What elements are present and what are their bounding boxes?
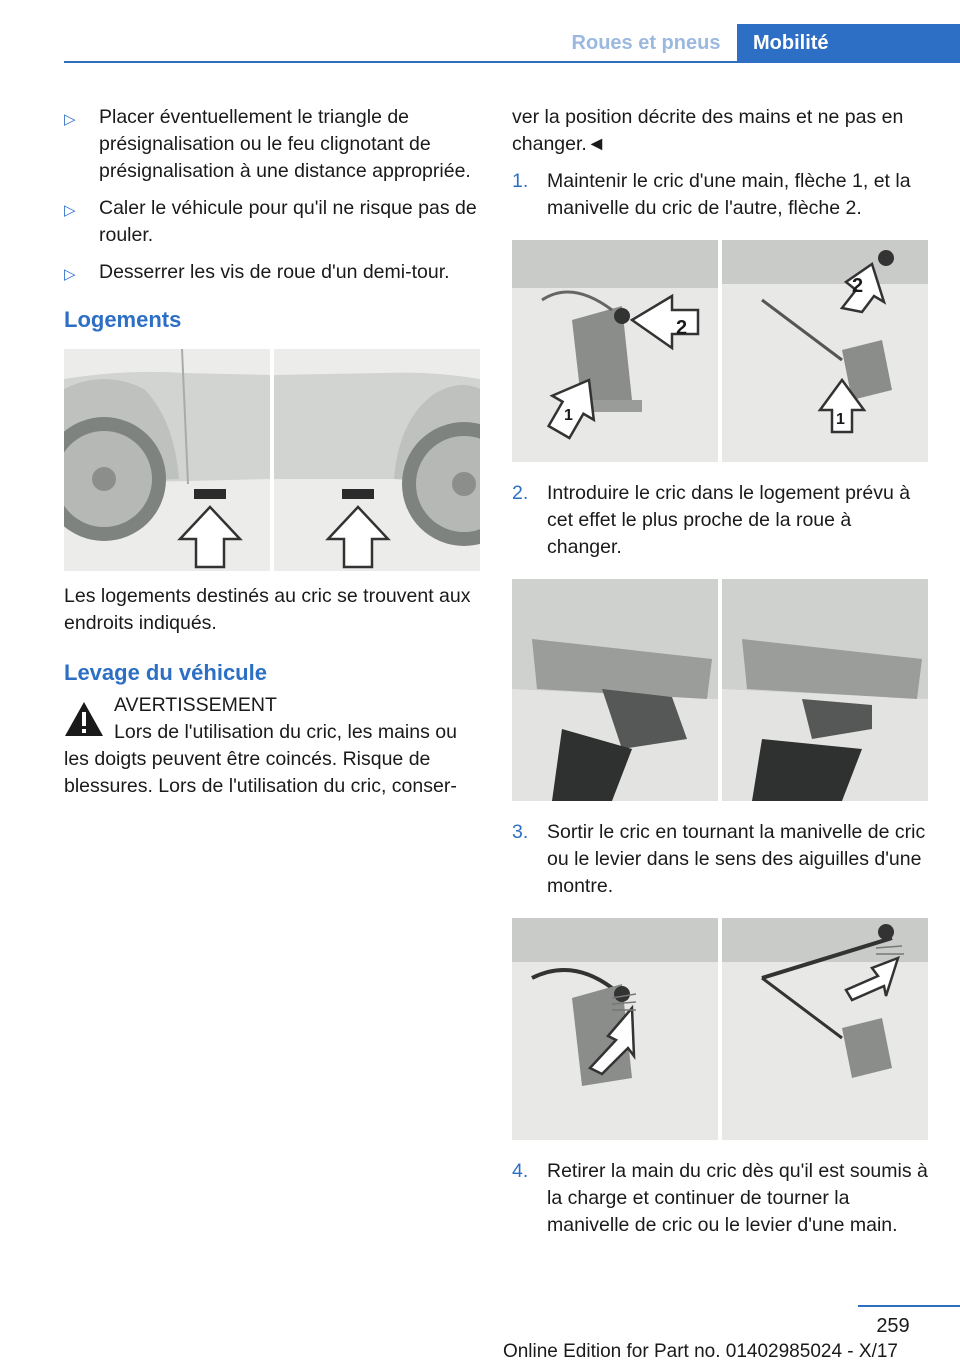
triangle-bullet-icon: ▷ bbox=[64, 266, 76, 283]
step-number: 2. bbox=[512, 482, 529, 504]
bullet-text: Caler le véhicule pour qu'il ne risque pas de rouler. bbox=[99, 197, 477, 246]
warning-block bbox=[64, 692, 482, 800]
warning-triangle-icon bbox=[64, 700, 104, 738]
section-title-logements: Logements bbox=[64, 307, 182, 332]
step-item bbox=[512, 480, 930, 561]
right-column bbox=[512, 104, 930, 1249]
jack-crank-figure bbox=[512, 918, 928, 1140]
step-number: 4. bbox=[512, 1160, 529, 1182]
bullet-text: Desserrer les vis de roue d'un demi-tour. bbox=[99, 261, 450, 283]
warning-continuation: ver la position décrite des mains et ne pas en changer.◄ bbox=[512, 106, 904, 155]
step-text: Maintenir le cric d'une main, flèche 1, et la manivelle du cric de l'autre, flèche 2. bbox=[547, 170, 911, 219]
triangle-bullet-icon: ▷ bbox=[64, 202, 76, 219]
step-number: 3. bbox=[512, 821, 529, 843]
step-item bbox=[512, 1158, 930, 1239]
header-rule bbox=[64, 61, 960, 63]
edition-line: Online Edition for Part no. 01402985024 - X/17 bbox=[502, 1341, 898, 1362]
step-text: Introduire le cric dans le logement prévu à cet effet le plus proche de la roue à changer. bbox=[547, 482, 911, 558]
jack-insert-figure bbox=[512, 579, 928, 801]
jack-point-front-image bbox=[64, 349, 270, 571]
warning-text: Lors de l'utilisation du cric, les mains ou les doigts peuvent être coincés. Risque de blessures. Lors de l'utilisation du cric, conser- bbox=[64, 721, 457, 797]
warning-title: AVERTISSEMENT bbox=[114, 694, 277, 716]
jack-crank-right-image bbox=[722, 918, 928, 1140]
jack-hold-right-image bbox=[722, 240, 928, 462]
section-title-levage: Levage du véhicule bbox=[64, 660, 267, 685]
step-number: 1. bbox=[512, 170, 529, 192]
section1-paragraph: Les logements destinés au cric se trouvent aux endroits indiqués. bbox=[64, 585, 471, 634]
arrow-label-2-right: 2 bbox=[852, 275, 864, 297]
left-column bbox=[64, 104, 482, 800]
jack-insert-left-image bbox=[512, 579, 718, 801]
footer-rule bbox=[858, 1305, 960, 1307]
arrow-label-1-right: 1 bbox=[836, 411, 845, 428]
step-text: Retirer la main du cric dès qu'il est soumis à la charge et continuer de tourner la manivelle de cric ou le levier d'une main. bbox=[547, 1160, 928, 1236]
jack-hold-left-image bbox=[512, 240, 718, 462]
step-item bbox=[512, 819, 930, 900]
arrow-label-2: 2 bbox=[676, 317, 688, 339]
page-number: 259 bbox=[876, 1315, 910, 1337]
bullet-text: Placer éventuellement le triangle de présignalisation ou le feu clignotant de présignalisation à une distance appropriée. bbox=[99, 106, 471, 182]
jack-points-figure bbox=[64, 349, 480, 571]
triangle-bullet-icon: ▷ bbox=[64, 111, 76, 128]
arrow-label-1: 1 bbox=[564, 407, 573, 424]
header-section-tab: Roues et pneus bbox=[571, 31, 721, 54]
jack-point-rear-image bbox=[274, 349, 480, 571]
jack-hold-figure bbox=[512, 240, 928, 462]
step-item bbox=[512, 168, 930, 222]
header-chapter-tab: Mobilité bbox=[737, 24, 960, 62]
bullet-item bbox=[64, 104, 482, 185]
bullet-item bbox=[64, 195, 482, 249]
jack-crank-left-image bbox=[512, 918, 718, 1140]
jack-insert-right-image bbox=[722, 579, 928, 801]
bullet-item bbox=[64, 259, 482, 286]
step-text: Sortir le cric en tournant la manivelle de cric ou le levier dans le sens des aiguilles d'une montre. bbox=[547, 821, 926, 897]
